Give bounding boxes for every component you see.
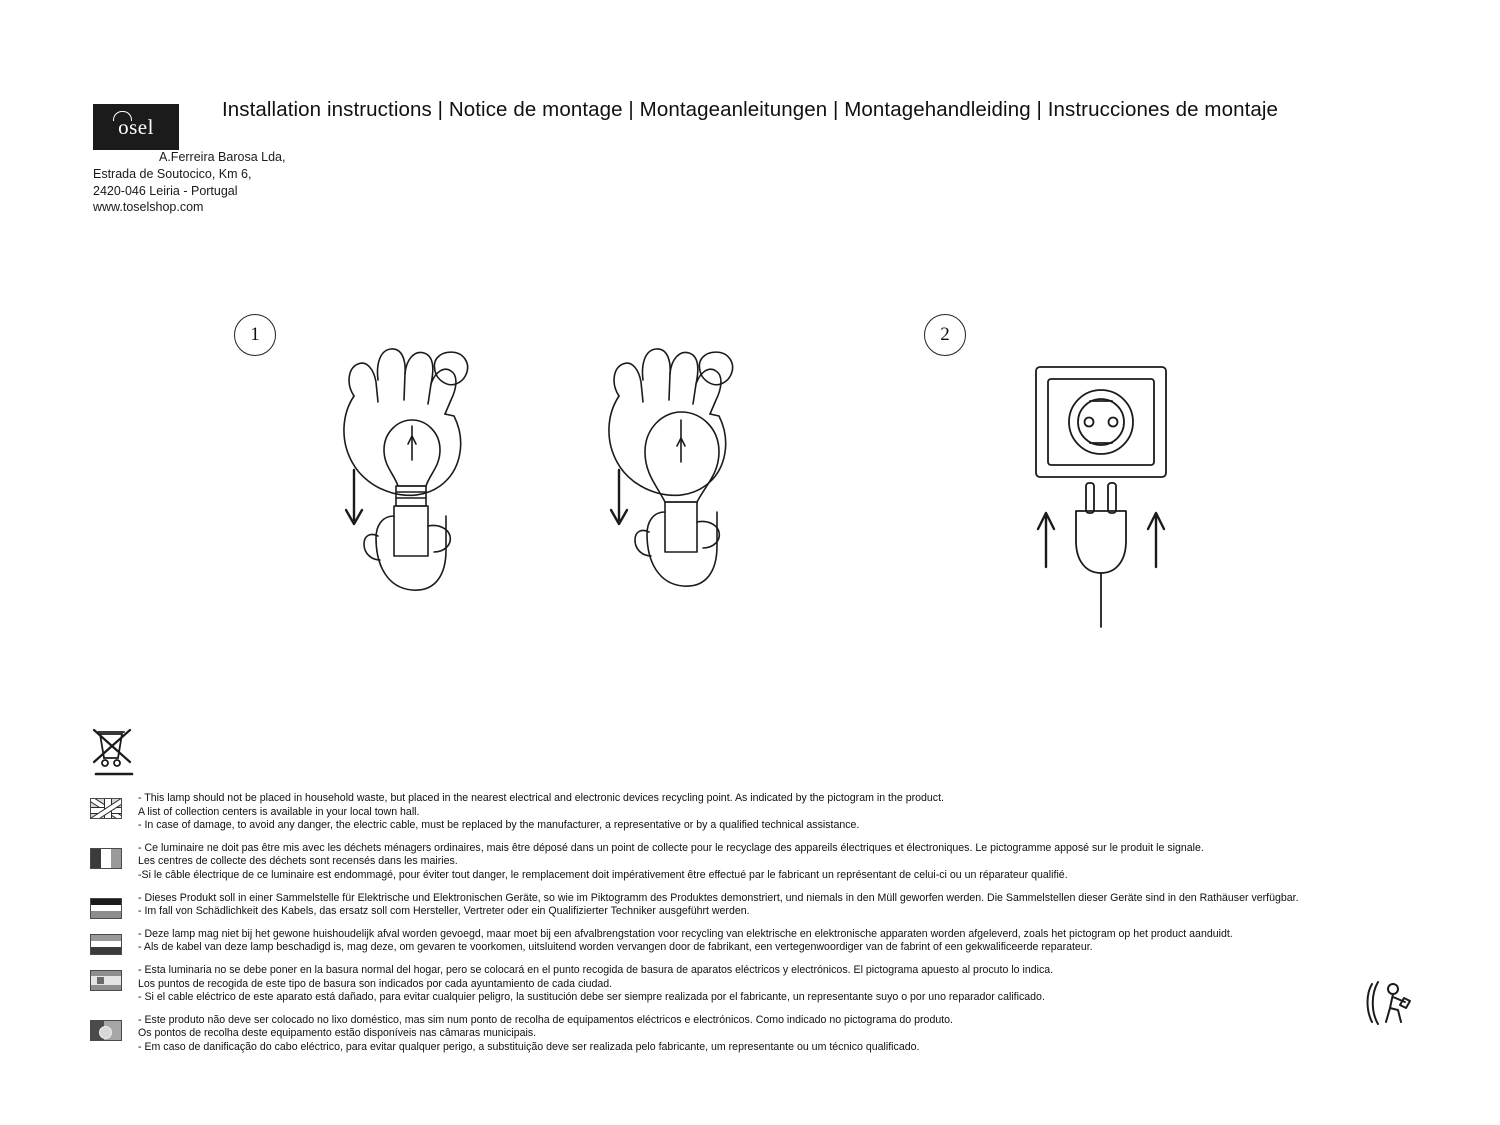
notice-line: Los puntos de recogida de este tipo de basura son indicados por cada ayuntamiento de cada ciudad. <box>138 977 613 990</box>
notice-line: - Dieses Produkt soll in einer Sammelstelle für Elektrische und Elektronischen Geräte, so wie im Piktogramm des Produktes demonstriert, und niemals in den Müll geworfen werden. Die Sammelstellen dieser Geräte sind in den Rathäuser verfügbar. <box>138 891 1299 904</box>
flag-uk-icon <box>90 798 122 819</box>
notice-row <box>90 792 1420 833</box>
notice-line: - This lamp should not be placed in household waste, but placed in the nearest electrical and electronic devices recycling point. As indicated by the pictogram in the product. <box>138 792 944 804</box>
notice-line: - Als de kabel van deze lamp beschadigd is, mag deze, om gevaren te voorkomen, uitsluitend worden vervangen door de fabrikant, een vertegenwoordiger van de fabrint of een gekwalificeerde reparateur. <box>138 941 1093 954</box>
notice-line: - Ce luminaire ne doit pas être mis avec les déchets ménagers ordinaires, mais être déposé dans un point de collecte pour le recyclage des appareils électriques et électroniques. Le pictogramme apposé sur le produit le signale. <box>138 841 1204 854</box>
notice-line: A list of collection centers is available in your local town hall. <box>138 805 420 818</box>
company-name: A.Ferreira Barosa Lda, <box>159 150 286 164</box>
flag-pt-icon <box>90 1020 122 1041</box>
flag-fr-icon <box>90 848 122 869</box>
flag-es-icon <box>90 970 122 991</box>
company-address <box>93 166 251 216</box>
plug-into-socket-icon <box>1010 355 1210 660</box>
step-number-1: 1 <box>234 314 276 356</box>
notice-line: Les centres de collecte des déchets sont recensés dans les mairies. <box>138 855 458 868</box>
notice-line: Os pontos de recolha deste equipamento estão disponíveis nas câmaras municipais. <box>138 1027 537 1040</box>
notice-row <box>90 1014 1420 1055</box>
notice-text-pt <box>138 1014 953 1055</box>
notice-row <box>90 964 1420 1005</box>
website: www.toselshop.com <box>93 200 204 214</box>
crossed-out-wheeled-bin-icon <box>92 728 138 783</box>
hand-removing-bulb-icon <box>585 340 785 635</box>
hand-inserting-bulb-icon <box>320 340 520 635</box>
brand-block <box>93 104 333 214</box>
notice-line: - Im fall von Schädlichkeit des Kabels, das ersatz soll com Hersteller, Vertreter oder ein Qualifizierter Techniker ausgeführt werden. <box>138 905 750 918</box>
page-title: Installation instructions | Notice de montage | Montageanleitungen | Montagehandleiding | Instrucciones de montaje <box>221 98 1279 121</box>
step-number-2: 2 <box>924 314 966 356</box>
notice-row <box>90 892 1420 919</box>
notice-line: - In case of damage, to avoid any danger, the electric cable, must be replaced by the manufacturer, a representative or by a qualified technical assistance. <box>138 819 860 832</box>
logo-label: osel <box>118 114 154 139</box>
notice-line: - Deze lamp mag niet bij het gewone huishoudelijk afval worden gevoegd, maar moet bij een afvalbrengstation voor recycling van elektrische en elektronische apparaten worden afgeleverd, zoals het pictogram op het product aanduidt. <box>138 927 1233 940</box>
notice-text-en <box>138 792 944 833</box>
flag-de-icon <box>90 898 122 919</box>
address-line-2: 2420-046 Leiria - Portugal <box>93 183 238 198</box>
logo <box>93 104 179 150</box>
address-line-1: Estrada de Soutocico, Km 6, <box>93 167 252 181</box>
flag-nl-icon <box>90 934 122 955</box>
notice-line: - Si el cable eléctrico de este aparato está dañado, para evitar cualquier peligro, la sustitución debe ser siempre realizada por el fabricante, un representante suyo o por uno reparador calificado. <box>138 991 1045 1004</box>
notice-text-nl <box>138 928 1233 955</box>
recycling-man-icon <box>1366 978 1418 1033</box>
notice-text-de <box>138 892 1299 919</box>
notice-line: - Esta luminaria no se debe poner en la basura normal del hogar, pero se colocará en el punto recogida de basura de aparatos eléctricos y electrónicos. El pictograma apuesto al procuto lo indica. <box>138 963 1054 976</box>
notice-row <box>90 842 1420 883</box>
notice-text-fr <box>138 842 1204 883</box>
notice-row <box>90 928 1420 955</box>
notice-line: -Si le câble électrique de ce luminaire est endommagé, pour éviter tout danger, le remplacement doit impérativement être effectué par le fabricant un représentant de celui-ci ou un réparateur qualifié. <box>138 868 1068 881</box>
notice-line: - Em caso de danificação do cabo eléctrico, para evitar qualquer perigo, a substituição deve ser realizada pelo fabricante, um representante ou um técnico qualificado. <box>138 1040 920 1053</box>
multilingual-notices <box>90 792 1420 1064</box>
notice-text-es <box>138 964 1053 1005</box>
lamp-shade-icon <box>113 111 132 121</box>
notice-line: - Este produto não deve ser colocado no lixo doméstico, mas sim num ponto de recolha de equipamentos eléctricos e electrónicos. Como indicado no pictograma do produto. <box>138 1013 953 1026</box>
